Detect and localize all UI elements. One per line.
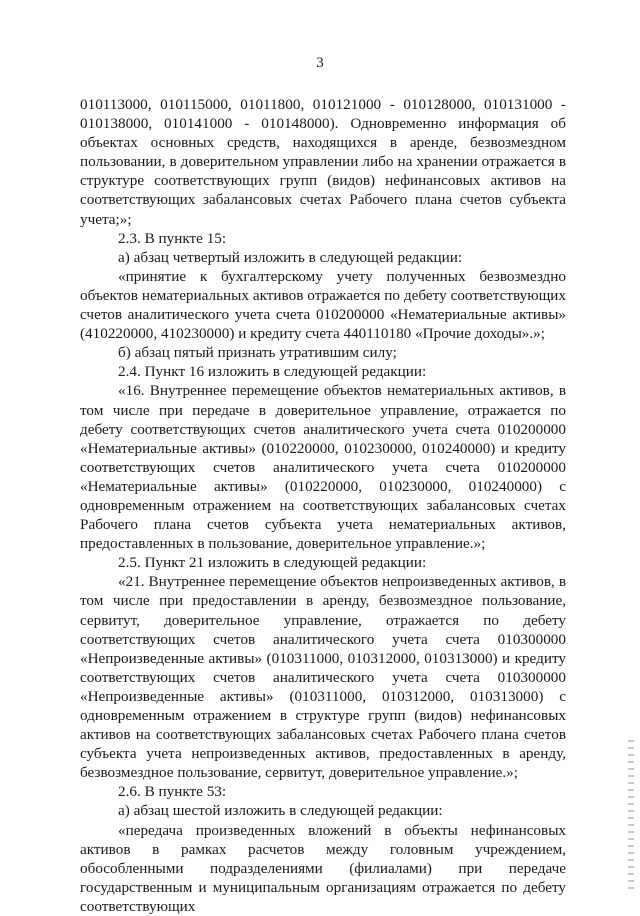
heading-2-6: 2.6. В пункте 53:	[118, 783, 227, 801]
heading-2-4: 2.4. Пункт 16 изложить в следующей редакции:	[118, 363, 427, 381]
page-number: 3	[316, 55, 324, 71]
scan-edge-marks	[628, 740, 634, 890]
quote-paragraph-21: «21. Внутреннее перемещение объектов непроизведенных активов, в том числе при предоставлении в аренду, безвозмездное пользование, сервитут, доверительное управление, отражается по дебету соответствующих счетов аналитического учета счета 010300000 «Непроизведенные активы» (010311000, 010312000, 010313000) и кредиту соответствующих счетов аналитического учета счета 010300000 «Непроизведенные активы» (010311000, 010312000, 010313000) с одновременным отражением в структуре групп (видов) нефинансовых активов на соответствующих забалансовых счетах Рабочего плана счетов субъекта учета непроизведенных активов, предоставленных в аренду, безвозмездное пользование, сервитут, доверительное управление.»;	[80, 573, 566, 782]
subpoint-b-15: б) абзац пятый признать утратившим силу;	[118, 344, 397, 362]
document-body	[80, 95, 566, 916]
paragraph-continuation: 010113000, 010115000, 01011800, 010121000 - 010128000, 010131000 - 010138000, 010141000 - 010148000). Одновременно информация об объектах основных средств, находящихся в аренде, безвозмездном пользовании, в доверительном управлении либо на хранении отражается в структуре соответствующих групп (видов) нефинансовых активов на соответствующих забалансовых счетах Рабочего плана счетов субъекта учета;»;	[80, 96, 566, 228]
subpoint-a-53: а) абзац шестой изложить в следующей редакции:	[118, 802, 443, 820]
quote-paragraph-53: «передача произведенных вложений в объекты нефинансовых активов в рамках расчетов между головным учреждением, обособленными подразделениями (филиалами) при передаче государственным и муниципальным организациям отражается по дебету соответствующих	[80, 821, 566, 915]
quote-paragraph-16: «16. Внутреннее перемещение объектов нематериальных активов, в том числе при передаче в доверительное управление, отражается по дебету соответствующих счетов аналитического учета счета 010200000 «Нематериальные активы» (010220000, 010230000, 010240000) и кредиту соответствующих счетов аналитического учета счета 010200000 «Нематериальные активы» (010220000, 010230000, 010240000) с одновременным отражением на соответствующих забалансовых счетах Рабочего плана счетов субъекта учета нематериальных активов, предоставленных в пользование, доверительное управление.»;	[80, 382, 566, 553]
subpoint-a-15: а) абзац четвертый изложить в следующей редакции:	[118, 248, 463, 266]
heading-2-3: 2.3. В пункте 15:	[118, 229, 227, 247]
quote-paragraph-15: «принятие к бухгалтерскому учету полученных безвозмездно объектов нематериальных активов отражается по дебету соответствующих счетов аналитического учета счета 010200000 «Нематериальные активы» (410220000, 410230000) и кредиту счета 440110180 «Прочие доходы».»;	[80, 267, 566, 343]
heading-2-5: 2.5. Пункт 21 изложить в следующей редакции:	[118, 554, 427, 572]
